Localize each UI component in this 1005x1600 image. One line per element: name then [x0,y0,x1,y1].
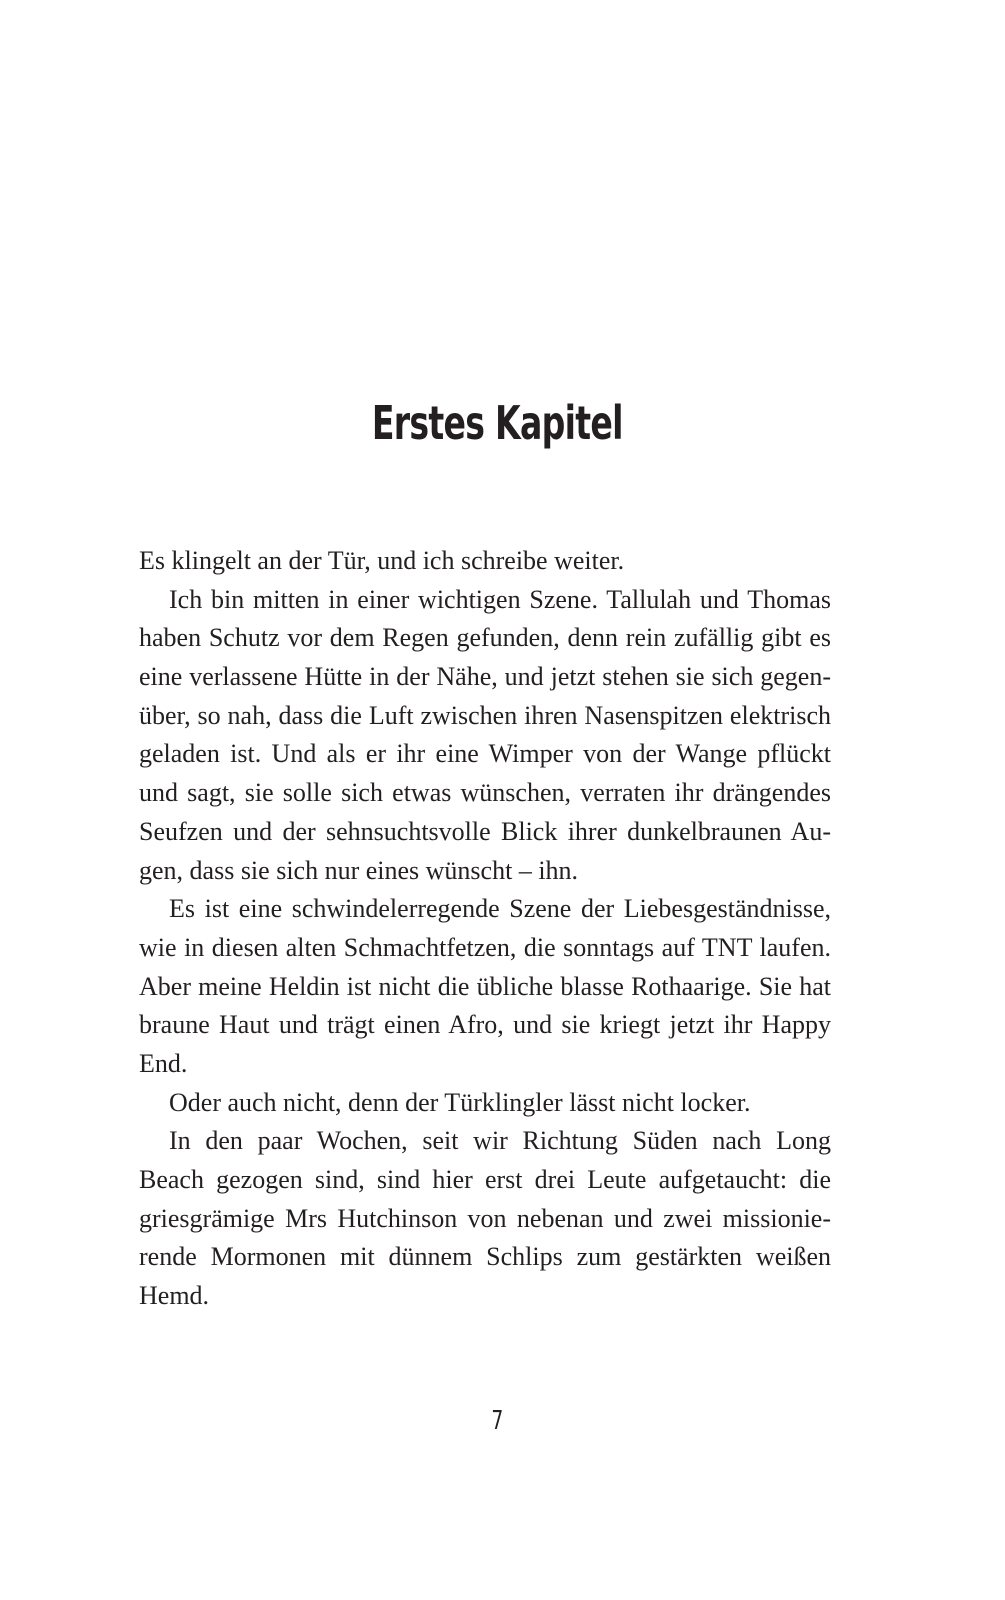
text-line: Ich bin mitten in einer wichtigen Szene. Tallulah und Thomas [169,584,831,614]
text-line: und sagt, sie solle sich etwas wünschen, verraten ihr drängendes [139,778,831,808]
text-line: geladen ist. Und als er ihr eine Wimper von der Wange pflückt [139,739,831,769]
text-line: gen, dass sie sich nur eines wünscht – ihn. [139,855,579,885]
page-number: 7 [491,1406,504,1436]
text-line: Seufzen und der sehnsuchtsvolle Blick ihrer dunkelbraunen Au- [139,816,831,846]
text-line: wie in diesen alten Schmachtfetzen, die sonntags auf TNT laufen. [139,932,831,962]
text-line: griesgrämige Mrs Hutchinson von nebenan und zwei missionie- [139,1203,831,1233]
text-line: End. [139,1048,188,1078]
text-line: In den paar Wochen, seit wir Richtung Süden nach Long [169,1126,831,1156]
text-line: Oder auch nicht, denn der Türklingler lässt nicht locker. [169,1087,751,1117]
text-line: Hemd. [139,1281,210,1311]
text-line: braune Haut und trägt einen Afro, und sie kriegt jetzt ihr Happy [139,1010,831,1040]
text-line: Es klingelt an der Tür, und ich schreibe weiter. [139,546,625,575]
text-line: Beach gezogen sind, sind hier erst drei Leute aufgetaucht: die [139,1165,831,1194]
chapter-title: Erstes Kapitel [371,395,623,450]
text-line: über, so nah, dass die Luft zwischen ihren Nasenspitzen elektrisch [139,700,831,730]
text-line: rende Mormonen mit dünnem Schlips zum gestärkten weißen [139,1242,831,1272]
text-line: Es ist eine schwindelerregende Szene der Liebesgeständnisse, [169,894,831,924]
text-line: eine verlassene Hütte in der Nähe, und jetzt stehen sie sich gegen- [139,662,831,692]
text-line: Aber meine Heldin ist nicht die übliche blasse Rothaarige. Sie hat [139,971,831,1001]
text-line: haben Schutz vor dem Regen gefunden, denn rein zufällig gibt es [139,623,831,653]
body-text [139,542,831,1316]
